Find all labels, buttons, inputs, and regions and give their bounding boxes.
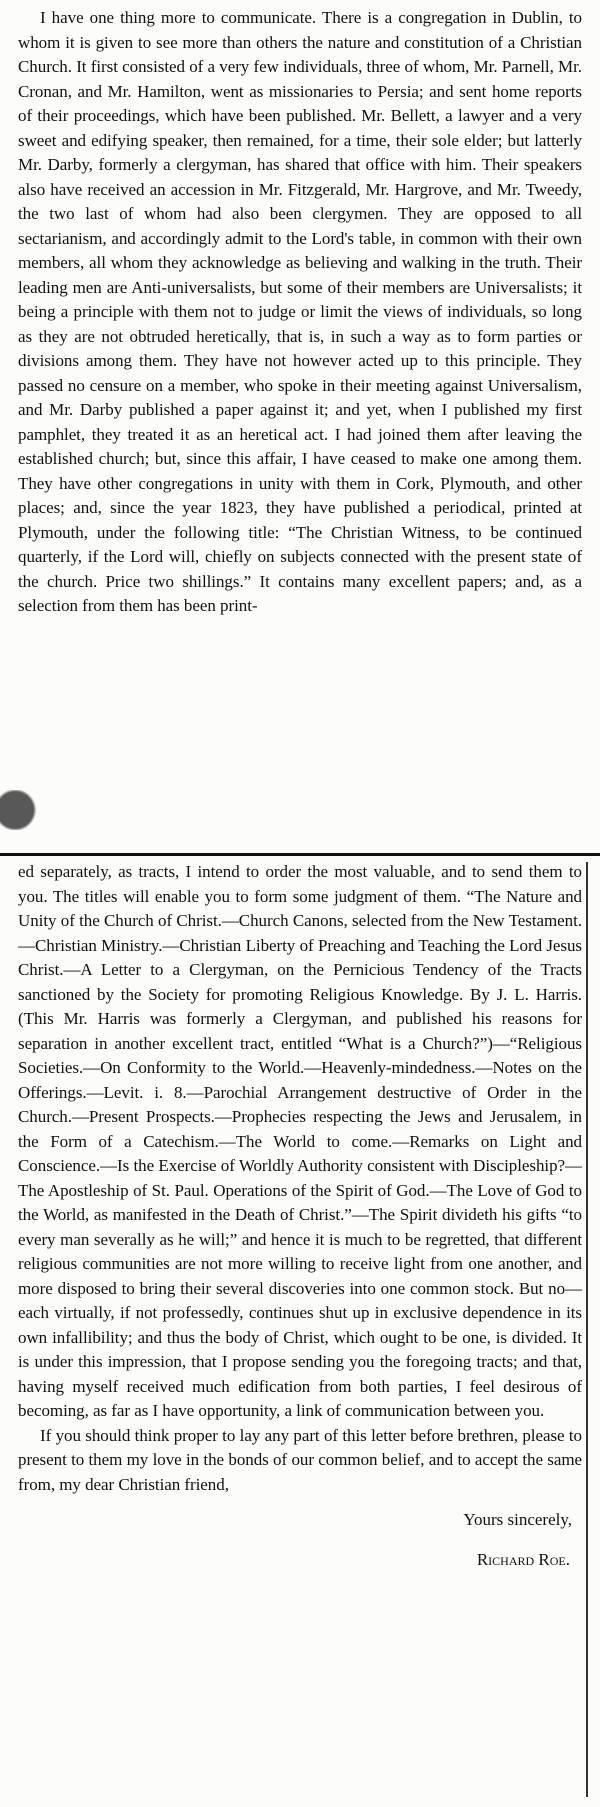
letter-paragraph-1: I have one thing more to communicate. There is a congregation in Dublin, to whom it is given to see more than others the nature and constitution of a Christian Church. It first consisted of a very few individuals, three of whom, Mr. Parnell, Mr. Cronan, and Mr. Hamilton, went as missionaries to Persia; and sent home reports of their proceedings, which have been published. Mr. Bellett, a lawyer and a very sweet and edifying speaker, then remained, for a time, their sole elder; but latterly Mr. Darby, formerly a clergyman, has shared that office with him. Their speakers also have received an accession in Mr. Fitzgerald, Mr. Hargrove, and Mr. Tweedy, the two last of whom had also been clergymen. They are opposed to all sectarianism, and accordingly admit to the Lord's table, in common with their own members, all whom they acknowledge as believing and walking in the truth. Their leading men are Anti-universalists, but some of their members are Universalists; it being a principle with them not to judge or limit the views of individuals, so long as they are not obtruded heretically, that is, in such a way as to form parties or divisions among them. They have not however acted up to this principle. They passed no censure on a member, who spoke in their meeting against Universalism, and Mr. Darby published a paper against it; and yet, when I published my first pamphlet, they treated it as an heretical act. I had joined them after leaving the established church; but, since this affair, I have ceased to make one among them. They have other congregations in unity with them in Cork, Plymouth, and other places; and, since the year 1823, they have published a periodical, printed at Plymouth, under the following title: “The Christian Witness, to be continued quarterly, if the Lord will, chiefly on subjects connected with the present state of the church. Price two shillings.” It contains many excellent papers; and, as a selection from them has been print- <box>18 8 582 615</box>
top-column <box>18 6 582 619</box>
letter-paragraph-2: ed separately, as tracts, I intend to order the most valuable, and to send them to you. The titles will enable you to form some judgment of them. “The Nature and Unity of the Church of Christ.—Church Canons, selected from the New Testament.—Christian Ministry.—Christian Liberty of Preaching and Teaching the Lord Jesus Christ.—A Letter to a Clergyman, on the Pernicious Tendency of the Tracts sanctioned by the Society for promoting Religious Knowledge. By J. L. Harris. (This Mr. Harris was formerly a Clergyman, and published his reasons for separation in another excellent tract, entitled “What is a Church?”)—“Religious Societies.—On Conformity to the World.—Heavenly-mindedness.—Notes on the Offerings.—Levit. i. 8.—Parochial Arrangement destructive of Order in the Church.—Present Prospects.—Prophecies respecting the Jews and Jerusalem, in the Form of a Catechism.—The World to come.—Remarks on Light and Conscience.—Is the Exercise of Worldly Authority consistent with Discipleship?—The Apostleship of St. Paul. Operations of the Spirit of God.—The Love of God to the World, as manifested in the Death of Christ.”—The Spirit divideth his gifts “to every man severally as he will;” and hence it is much to be regretted, that different religious communities are not more willing to receive light from one another, and more disposed to bring their several discoveries into one common stock. But no—each virtually, if not professedly, continues shut up in exclusive dependence in its own infallibility; and thus the body of Christ, which ought to be one, is divided. It is under this impression, that I propose sending you the foregoing tracts; and that, having myself received much edification from both parties, I feel desirous of becoming, as far as I have opportunity, a link of communication between you. <box>18 862 582 1420</box>
letter-closing: Yours sincerely, <box>463 1510 572 1529</box>
bottom-column <box>18 860 582 1573</box>
ink-blot-mark <box>0 790 38 830</box>
column-divider-rule <box>0 853 600 856</box>
letter-paragraph-3: If you should think proper to lay any part of this letter before brethren, please to present to them my love in the bonds of our common belief, and to accept the same from, my dear Christian friend, <box>18 1425 582 1494</box>
column-side-rule <box>586 862 588 1797</box>
letter-signature: Richard Roe. <box>476 1550 570 1569</box>
